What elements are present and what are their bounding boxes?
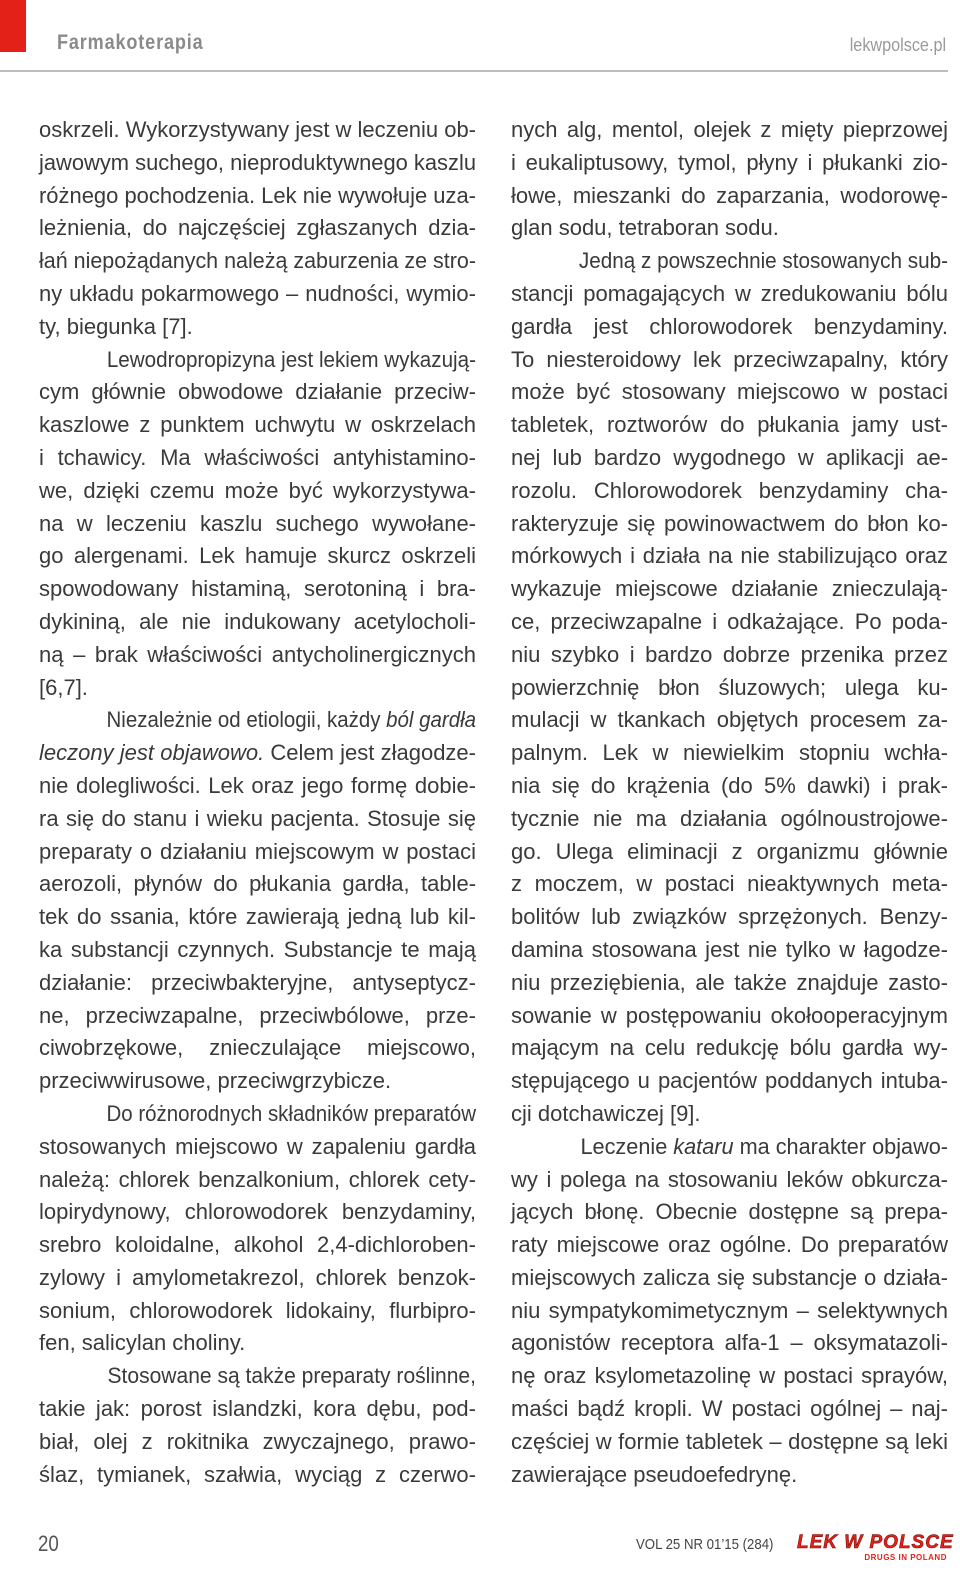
text-line [39, 1164, 476, 1197]
text-run: lopirydynowy, chlorowodorek benzydaminy, [39, 1199, 476, 1225]
site-url[interactable]: lekwpolsce.pl [849, 35, 946, 55]
text-line [39, 1327, 476, 1360]
text-line [511, 1032, 948, 1065]
text-line [39, 1295, 476, 1328]
text-run: na w leczeniu kaszlu suchego wywołane- [39, 510, 477, 536]
text-line [511, 1196, 948, 1229]
text-run: ka substancji czynnych. Substancje te mają [39, 936, 476, 962]
text-line [511, 770, 948, 803]
text-run: Leczenie [580, 1133, 674, 1159]
text-run: dykininą, ale nie indukowany acetylocholi- [39, 608, 476, 634]
text-line [39, 1393, 476, 1426]
text-run: tycznie nie ma działania ogólnoustrojowe- [511, 805, 948, 831]
text-line [511, 868, 948, 901]
text-run: To niesteroidowy lek przeciwzapalny, który [511, 346, 948, 372]
text-line [511, 803, 948, 836]
text-line [511, 606, 948, 639]
issue-volume: VOL 25 NR 01’15 (284) [636, 1536, 774, 1553]
right-text-column [511, 114, 948, 1491]
text-line [39, 180, 476, 213]
text-run: stancji pomagających w zredukowaniu bólu [511, 280, 948, 306]
section-color-tab [0, 0, 26, 52]
text-line [511, 475, 948, 508]
text-run: częściej w formie tabletek – dostępne są leki [511, 1428, 948, 1454]
text-run: zawierające pseudoefedrynę. [511, 1461, 798, 1487]
text-line [511, 147, 948, 180]
text-run: palnym. Lek w niewielkim stopniu wchła- [511, 740, 948, 766]
text-run: działanie: przeciwbakteryjne, antyseptycz- [39, 969, 476, 995]
text-run: agonistów receptora alfa-1 – oksymatazoli- [511, 1330, 949, 1356]
text-run: kaszlowe z punktem uchwytu w oskrzelach [39, 412, 477, 438]
text-run: mórkowych i działa na nie stabilizująco oraz [511, 543, 949, 569]
text-run: cji dotchawiczej [9]. [511, 1100, 701, 1126]
text-line [39, 1065, 476, 1098]
text-run: należą: chlorek benzalkonium, chlorek cety- [39, 1166, 477, 1192]
text-run: niu przeziębienia, ale także znajduje zasto- [511, 969, 948, 995]
magazine-logo [797, 1532, 954, 1564]
text-line [39, 245, 476, 278]
text-run: we, dzięki czemu może być wykorzystywa- [39, 477, 476, 503]
text-line [39, 1196, 476, 1229]
text-line [39, 704, 476, 737]
text-line [39, 901, 476, 934]
text-line [39, 442, 476, 475]
text-run: nie dolegliwości. Lek oraz jego formę dobie- [39, 772, 477, 798]
logo-subtitle: DRUGS IN POLAND [864, 1553, 947, 1562]
text-run: i eukaliptusowy, tymol, płyny i płukanki zio- [511, 149, 948, 175]
text-line [511, 1393, 948, 1426]
text-line [39, 934, 476, 967]
text-run: fen, salicylan choliny. [39, 1330, 246, 1356]
text-run: może być stosowany miejscowo w postaci [511, 379, 948, 405]
text-run: zylowy i amylometakrezol, chlorek benzok- [39, 1264, 477, 1290]
text-line [511, 1459, 948, 1492]
text-line [511, 573, 948, 606]
text-run: glan sodu, tetraboran sodu. [511, 215, 779, 241]
text-line [39, 1360, 476, 1393]
text-run: Lewodropropizyna jest lekiem wykazują- [106, 346, 476, 372]
text-line [511, 409, 948, 442]
text-run: sonium, chlorowodorek lidokainy, flurbipro- [39, 1297, 476, 1323]
text-run: rozolu. Chlorowodorek benzydaminy cha- [511, 477, 948, 503]
text-line [39, 967, 476, 1000]
text-run: bolitów lub związków sprzężonych. Benzy- [511, 904, 948, 930]
text-line [511, 311, 948, 344]
text-run: mającym na celu redukcję bólu gardła wy- [511, 1035, 948, 1061]
italic-phrase: ból gardła [386, 707, 476, 733]
text-run: stosowanych miejscowo w zapaleniu gardła [39, 1133, 476, 1159]
text-line [39, 540, 476, 573]
text-line [511, 1229, 948, 1262]
text-run: oskrzeli. Wykorzystywany jest w leczeniu ob- [39, 117, 477, 142]
text-line [511, 1295, 948, 1328]
text-run: Niezależnie od etiologii, każdy [106, 707, 387, 733]
text-line [511, 1426, 948, 1459]
text-run: ma charakter objawo- [733, 1133, 949, 1159]
text-line [39, 836, 476, 869]
text-run: go alergenami. Lek hamuje skurcz oskrzeli [39, 543, 476, 569]
text-run: go. Ulega eliminacji z organizmu głównie [511, 838, 949, 864]
text-run: takie jak: porost islandzki, kora dębu, pod- [39, 1396, 476, 1422]
text-line [39, 409, 476, 442]
text-run: miejscowych zalicza się substancje o działa- [511, 1264, 948, 1290]
text-line [511, 836, 948, 869]
text-line [511, 1098, 948, 1131]
text-line [511, 1131, 948, 1164]
text-run: spowodowany histaminą, serotoniną i bra- [39, 576, 477, 602]
text-line [39, 311, 476, 344]
text-run: maści bądź kropli. W postaci ogólnej – naj- [511, 1396, 948, 1422]
text-line [511, 1360, 948, 1393]
text-line [511, 737, 948, 770]
section-title: Farmakoterapia [57, 31, 204, 54]
text-line [39, 376, 476, 409]
text-run: biał, olej z rokitnika zwyczajnego, prawo- [39, 1428, 476, 1454]
text-run: powierzchnię błon śluzowych; ulega ku- [511, 674, 948, 700]
text-run: ciwobrzękowe, znieczulające miejscowo, [39, 1035, 476, 1061]
text-line [39, 770, 476, 803]
text-run: mulacji w tkankach objętych procesem za- [511, 707, 949, 733]
text-run: Do różnorodnych składników preparatów [106, 1100, 476, 1126]
text-line [511, 442, 948, 475]
text-line [511, 180, 948, 213]
text-line [39, 212, 476, 245]
text-line [511, 639, 948, 672]
text-run: ra się do stanu i wieku pacjenta. Stosuje się [39, 805, 476, 831]
text-line [39, 1459, 476, 1492]
text-run: nę oraz ksylometazolinę w postaci sprayów, [511, 1363, 949, 1389]
text-run: ne, przeciwzapalne, przeciwbólowe, prze- [39, 1002, 476, 1028]
text-run: leżnienia, do najczęściej zgłaszanych dzia- [39, 215, 476, 241]
text-run: łowe, mieszanki do zaparzania, wodorowę- [511, 182, 948, 208]
text-run: gardła jest chlorowodorek benzydaminy. [511, 313, 948, 339]
text-run: niu sympatykomimetycznym – selektywnych [511, 1297, 948, 1323]
text-run: tabletek, roztworów do płukania jamy ust- [511, 412, 948, 438]
text-run: srebro koloidalne, alkohol 2,4-dichloroben- [39, 1232, 476, 1258]
text-line [39, 639, 476, 672]
text-line [511, 508, 948, 541]
text-run: [6,7]. [39, 674, 88, 700]
text-line [511, 901, 948, 934]
text-run: sowanie w postępowaniu okołooperacyjnym [511, 1002, 948, 1028]
text-line [511, 344, 948, 377]
text-line [511, 1262, 948, 1295]
text-run: rakteryzuje się powinowactwem do błon ko- [511, 510, 949, 536]
text-run: niu szybko i bardzo dobrze przenika przez [511, 641, 948, 667]
text-line [511, 672, 948, 705]
text-line [511, 1327, 948, 1360]
text-line [39, 1262, 476, 1295]
text-run: nia się do krążenia (do 5% dawki) i prak- [511, 772, 948, 798]
text-line [39, 1000, 476, 1033]
text-run: cym głównie obwodowe działanie przeciw- [39, 379, 476, 405]
italic-phrase: leczony jest objawowo. [39, 740, 265, 766]
text-line [39, 868, 476, 901]
text-run: ny układu pokarmowego – nudności, wymio- [39, 280, 476, 306]
text-line [511, 1164, 948, 1197]
text-line [511, 934, 948, 967]
text-run: tek do ssania, które zawierają jedną lub kil- [39, 904, 477, 930]
header-divider [0, 70, 948, 72]
text-line [39, 1229, 476, 1262]
text-line [39, 606, 476, 639]
text-run: aerozoli, płynów do płukania gardła, table- [39, 871, 477, 897]
text-run: łań niepożądanych należą zaburzenia ze stro- [39, 248, 477, 274]
text-line [39, 803, 476, 836]
text-line [511, 1065, 948, 1098]
text-line [39, 1098, 476, 1131]
text-run: preparaty o działaniu miejscowym w postaci [39, 838, 477, 864]
text-line [511, 704, 948, 737]
text-run: nej lub bardzo wygodnego w aplikacji ae- [511, 444, 949, 470]
italic-phrase: kataru [673, 1133, 734, 1159]
text-line [39, 508, 476, 541]
text-line [511, 278, 948, 311]
text-run: i tchawicy. Ma właściwości antyhistamino- [39, 444, 476, 470]
text-run: nych alg, mentol, olejek z mięty pieprzowej [511, 117, 949, 142]
text-line [39, 573, 476, 606]
text-line [39, 672, 476, 705]
text-line [39, 1032, 476, 1065]
text-run: jących błonę. Obecnie dostępne są prepa- [511, 1199, 949, 1225]
text-line [39, 147, 476, 180]
text-run: Jedną z powszechnie stosowanych sub- [578, 248, 948, 274]
text-line [39, 1131, 476, 1164]
text-line [511, 967, 948, 1000]
text-run: Celem jest złagodze- [264, 740, 476, 766]
text-run: Stosowane są także preparaty roślinne, [107, 1363, 476, 1389]
text-line [511, 245, 948, 278]
text-line [39, 344, 476, 377]
text-line [511, 114, 948, 147]
text-run: ty, biegunka [7]. [39, 313, 193, 339]
text-line [39, 278, 476, 311]
left-text-column [39, 114, 476, 1491]
logo-title: LEK W POLSCE [797, 1532, 954, 1553]
text-line [39, 475, 476, 508]
text-line [39, 114, 476, 147]
text-run: wy i polega na stosowaniu leków obkurcza- [511, 1166, 949, 1192]
page-number: 20 [38, 1531, 59, 1556]
text-run: damina stosowana jest nie tylko w łagodze- [511, 936, 948, 962]
text-line [39, 737, 476, 770]
text-run: z moczem, w postaci nieaktywnych meta- [511, 871, 948, 897]
text-line [511, 376, 948, 409]
text-run: ce, przeciwzapalne i odkażające. Po poda- [511, 608, 948, 634]
text-run: jawowym suchego, nieproduktywnego kaszlu [39, 149, 476, 175]
text-run: raty miejscowe oraz ogólne. Do preparatów [511, 1232, 948, 1258]
text-run: wykazuje miejscowe działanie znieczulają- [511, 576, 948, 602]
text-line [511, 540, 948, 573]
text-run: stępującego u pacjentów poddanych intuba- [511, 1068, 948, 1094]
text-run: ną – brak właściwości antycholinergicznych [39, 641, 477, 667]
text-line [511, 1000, 948, 1033]
text-line [39, 1426, 476, 1459]
text-run: różnego pochodzenia. Lek nie wywołuje uza- [39, 182, 477, 208]
text-line [511, 212, 948, 245]
text-run: przeciwwirusowe, przeciwgrzybicze. [39, 1068, 392, 1094]
text-run: ślaz, tymianek, szałwia, wyciąg z czerwo- [39, 1461, 476, 1487]
